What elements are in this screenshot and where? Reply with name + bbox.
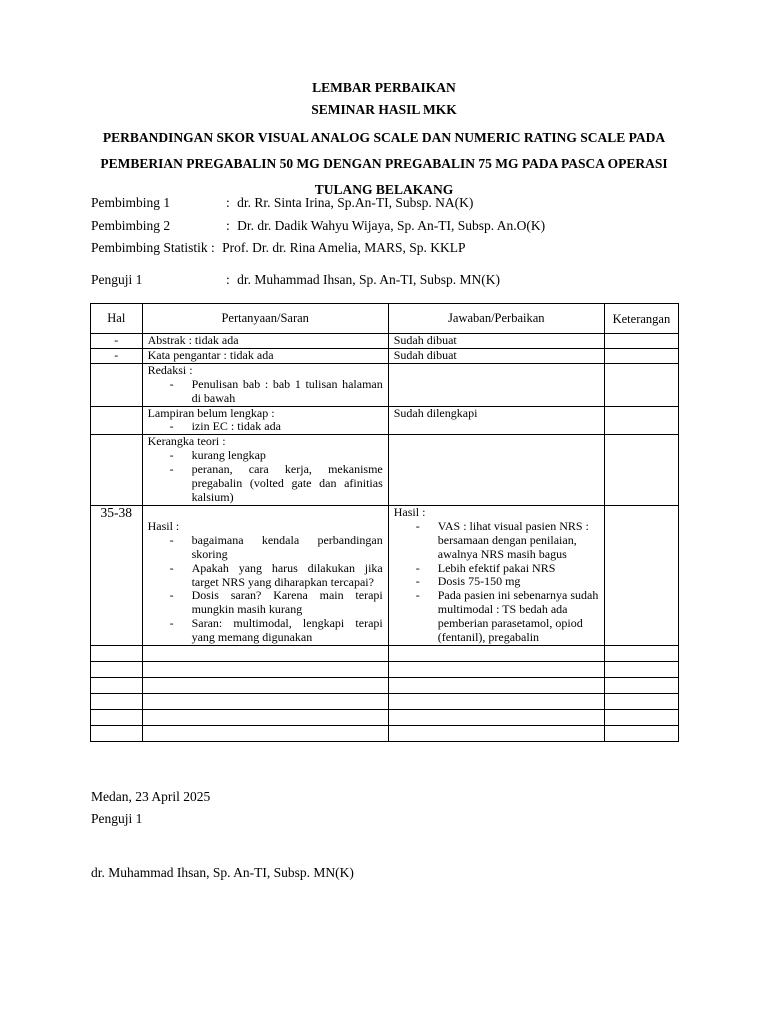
- pembimbing-statistik-value: Prof. Dr. dr. Rina Amelia, MARS, Sp. KKLP: [222, 240, 466, 255]
- jawaban-cell: [388, 646, 604, 662]
- keterangan-cell: [604, 678, 678, 694]
- header-pertanyaan-saran: Pertanyaan/Saran: [142, 304, 388, 334]
- pembimbing-2-value: Dr. dr. Dadik Wahyu Wijaya, Sp. An-TI, Subsp. An.O(K): [237, 218, 546, 233]
- jawaban-cell: [388, 505, 604, 645]
- keterangan-cell: [604, 406, 678, 435]
- hal-cell: [91, 678, 143, 694]
- penguji-1-label: Penguji 1: [91, 272, 143, 287]
- list-item: - Apakah yang harus dilakukan jika target NRS yang diharapkan tercapai?: [192, 562, 383, 590]
- keterangan-cell: [604, 334, 678, 349]
- pembimbing-1-label: Pembimbing 1: [91, 195, 171, 210]
- penguji-1-row: [91, 271, 500, 288]
- saran-list: [148, 449, 383, 505]
- hal-cell: -: [91, 334, 143, 349]
- keterangan-cell: [604, 710, 678, 726]
- list-item: - bagaimana kendala perbandingan skoring: [192, 534, 383, 562]
- separator: :: [226, 272, 230, 287]
- hal-cell: [91, 662, 143, 678]
- header-keterangan: Keterangan: [604, 304, 678, 334]
- jawaban-cell: [388, 435, 604, 506]
- jawaban-cell: [388, 694, 604, 710]
- jawaban-cell: [388, 678, 604, 694]
- saran-list: [148, 420, 383, 434]
- saran-cell: [142, 662, 388, 678]
- list-item: - izin EC : tidak ada: [192, 420, 383, 434]
- jawaban-cell: [388, 710, 604, 726]
- header-jawaban-perbaikan: Jawaban/Perbaikan: [388, 304, 604, 334]
- pembimbing-1-row: [91, 194, 473, 211]
- empty-table-row: [91, 694, 679, 710]
- table-row: [91, 334, 679, 349]
- jawaban-cell: [388, 363, 604, 406]
- jawaban-cell: Sudah dibuat: [388, 334, 604, 349]
- pembimbing-2-row: [91, 217, 545, 234]
- separator: :: [226, 218, 230, 233]
- saran-cell: [142, 435, 388, 506]
- saran-list: [148, 534, 383, 645]
- saran-cell: [142, 406, 388, 435]
- table-row: [91, 435, 679, 506]
- keterangan-cell: [604, 348, 678, 363]
- hal-cell: [91, 710, 143, 726]
- jawaban-list: [394, 520, 599, 645]
- jawaban-cell: [388, 726, 604, 742]
- saran-cell: [142, 726, 388, 742]
- saran-cell: Kata pengantar : tidak ada: [142, 348, 388, 363]
- empty-table-row: [91, 646, 679, 662]
- thesis-title: PERBANDINGAN SKOR VISUAL ANALOG SCALE DAN NUMERIC RATING SCALE PADA PEMBERIAN PREGABALIN 50 MG DENGAN PREGABALIN 75 MG PADA PASCA OPERASI TULANG BELAKANG: [100, 130, 668, 197]
- empty-table-row: [91, 710, 679, 726]
- saran-cell: [142, 505, 388, 645]
- list-item: - Dosis 75-150 mg: [438, 575, 599, 589]
- saran-cell: Abstrak : tidak ada: [142, 334, 388, 349]
- list-item: - Pada pasien ini sebenarnya sudah multimodal : TS bedah ada pemberian parasetamol, opiod (fentanil), pregabalin: [438, 589, 599, 645]
- list-item: - peranan, cara kerja, mekanisme pregabalin (volted gate dan afinitias kalsium): [192, 463, 383, 505]
- saran-title: Redaksi :: [147, 362, 193, 377]
- keterangan-cell: [604, 646, 678, 662]
- separator: :: [211, 240, 215, 255]
- saran-title: Kerangka teori :: [147, 434, 226, 449]
- signatory-name: dr. Muhammad Ihsan, Sp. An-TI, Subsp. MN(K): [91, 865, 354, 880]
- empty-table-row: [91, 726, 679, 742]
- saran-title: Hasil :: [147, 518, 180, 533]
- hal-cell: [91, 435, 143, 506]
- list-item: - Lebih efektif pakai NRS: [438, 562, 599, 576]
- jawaban-title: Hasil :: [393, 504, 426, 519]
- table-row: [91, 363, 679, 406]
- pembimbing-statistik-row: [91, 239, 466, 256]
- hal-cell: [91, 363, 143, 406]
- list-item: - Dosis saran? Karena main terapi mungkin masih kurang: [192, 589, 383, 617]
- saran-cell: [142, 678, 388, 694]
- pembimbing-1-value: dr. Rr. Sinta Irina, Sp.An-TI, Subsp. NA(K): [237, 195, 474, 210]
- list-item: - VAS : lihat visual pasien NRS : bersamaan dengan penilaian, awalnya NRS masih bagus: [438, 520, 599, 562]
- pembimbing-statistik-label: Pembimbing Statistik: [91, 240, 208, 255]
- empty-table-row: [91, 678, 679, 694]
- empty-table-row: [91, 662, 679, 678]
- saran-list: [148, 378, 383, 406]
- pembimbing-2-label: Pembimbing 2: [91, 218, 171, 233]
- list-item: - Penulisan bab : bab 1 tulisan halaman di bawah: [192, 378, 383, 406]
- hal-cell: [91, 726, 143, 742]
- keterangan-cell: [604, 363, 678, 406]
- saran-cell: [142, 363, 388, 406]
- hal-cell: -: [91, 348, 143, 363]
- keterangan-cell: [604, 726, 678, 742]
- table-row: [91, 406, 679, 435]
- keterangan-cell: [604, 662, 678, 678]
- sign-role: Penguji 1: [91, 811, 143, 826]
- list-item: - kurang lengkap: [192, 449, 383, 463]
- jawaban-cell: [388, 662, 604, 678]
- table-header-row: [91, 304, 679, 334]
- header-hal: Hal: [91, 304, 143, 334]
- hal-cell: [91, 694, 143, 710]
- separator: :: [226, 195, 230, 210]
- saran-cell: [142, 646, 388, 662]
- saran-title: Lampiran belum lengkap :: [147, 405, 275, 420]
- keterangan-cell: [604, 505, 678, 645]
- table-row: [91, 505, 679, 645]
- sign-date: Medan, 23 April 2025: [91, 789, 211, 804]
- jawaban-cell: Sudah dilengkapi: [388, 406, 604, 435]
- keterangan-cell: [604, 435, 678, 506]
- keterangan-cell: [604, 694, 678, 710]
- hal-cell: [91, 406, 143, 435]
- jawaban-cell: Sudah dibuat: [388, 348, 604, 363]
- list-item: - Saran: multimodal, lengkapi terapi yang memang digunakan: [192, 617, 383, 645]
- penguji-1-value: dr. Muhammad Ihsan, Sp. An-TI, Subsp. MN(K): [237, 272, 501, 287]
- doc-heading: LEMBAR PERBAIKAN: [312, 80, 456, 95]
- doc-subheading: SEMINAR HASIL MKK: [311, 102, 457, 117]
- saran-cell: [142, 710, 388, 726]
- hal-cell: [91, 646, 143, 662]
- hal-cell: 35-38: [91, 505, 143, 645]
- table-row: [91, 348, 679, 363]
- revision-table: [90, 303, 679, 742]
- saran-cell: [142, 694, 388, 710]
